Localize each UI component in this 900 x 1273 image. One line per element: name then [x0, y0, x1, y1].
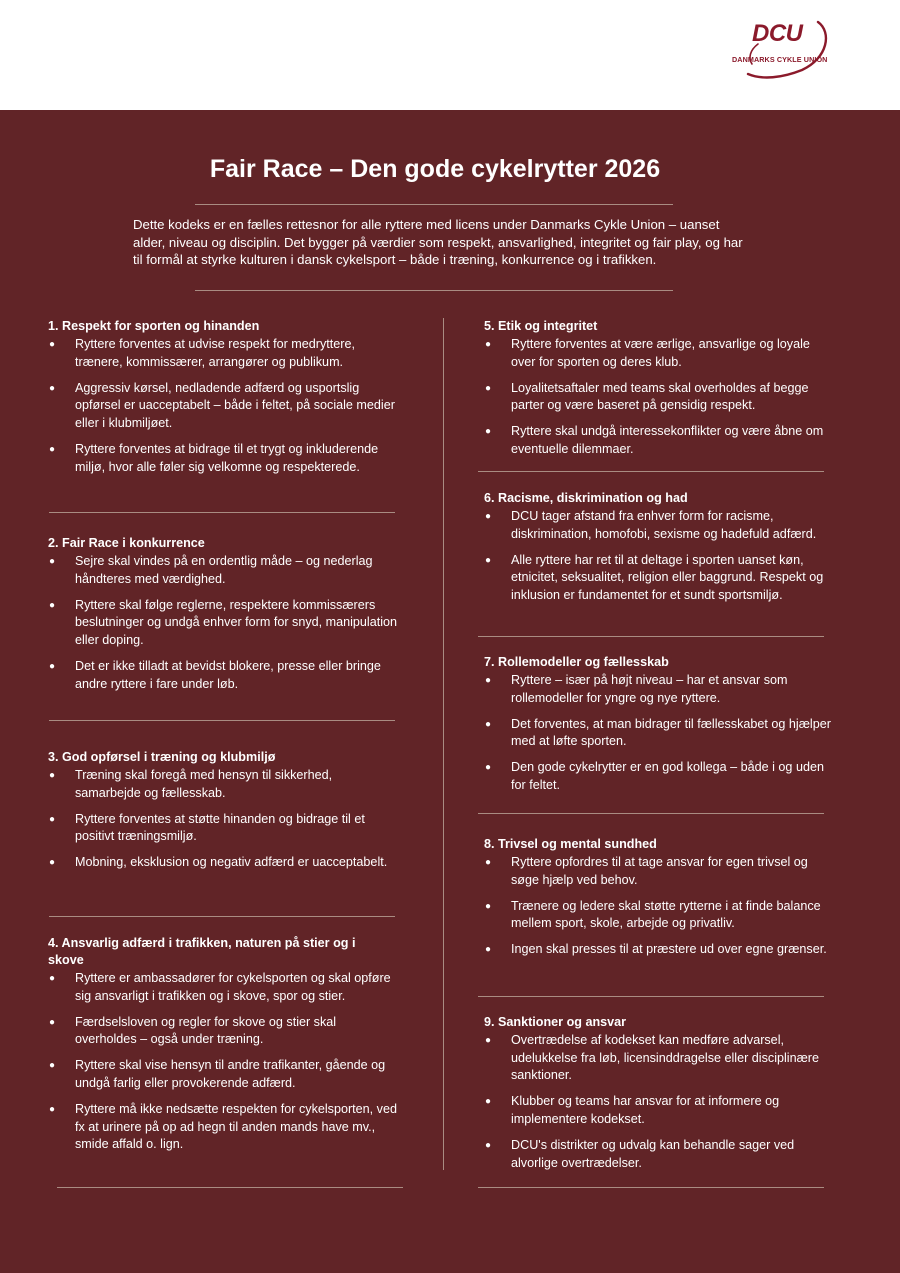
- list-item: ● Ryttere skal vise hensyn til andre trafikanter, gående og undgå farlig eller provokerende adfærd.: [49, 1058, 386, 1090]
- section-3: [48, 749, 398, 880]
- section-5: [484, 318, 834, 467]
- bullet-icon: ●: [49, 443, 56, 455]
- bullet-icon: ●: [49, 382, 56, 394]
- section-heading: 8. Trivsel og mental sundhed: [484, 837, 657, 851]
- list-item: ● Ryttere opfordres til at tage ansvar for egen trivsel og søge hjælp ved behov.: [485, 855, 808, 887]
- section-divider: [49, 720, 395, 721]
- section-8: [484, 836, 834, 967]
- bullet-icon: ●: [485, 900, 492, 912]
- bullet-icon: ●: [485, 426, 492, 438]
- bullet-icon: ●: [49, 1104, 56, 1116]
- list-item: ● Ryttere forventes at støtte hinanden og bidrage til et positivt træningsmiljø.: [49, 811, 365, 844]
- logo-subtitle: DANMARKS CYKLE UNION: [732, 55, 828, 64]
- bullet-icon: ●: [49, 556, 56, 567]
- section-heading: 5. Etik og integritet: [484, 319, 598, 333]
- section-heading: 6. Racisme, diskrimination og had: [484, 491, 688, 505]
- list-item: ● Ryttere forventes at være ærlige, ansvarlige og loyale over for sporten og deres klub.: [485, 337, 810, 369]
- list-item: ● Aggressiv kørsel, nedladende adfærd og usportslig opførsel er uacceptabelt – både i feltet, på sociale medier eller i klubmiljøet.: [49, 380, 395, 430]
- section-divider: [478, 996, 824, 997]
- bullet-icon: ●: [485, 511, 492, 522]
- dcu-logo: [722, 14, 840, 84]
- section-divider: [478, 471, 824, 472]
- bullet-icon: ●: [49, 339, 56, 350]
- section-heading: 1. Respekt for sporten og hinanden: [48, 319, 260, 333]
- bullet-icon: ●: [49, 1060, 56, 1072]
- list-item: ● Færdselsloven og regler for skove og stier skal overholdes – også under træning.: [49, 1014, 337, 1047]
- section-6: [484, 490, 834, 613]
- list-item: ● Sejre skal vindes på en ordentlig måde – og nederlag håndteres med værdighed.: [49, 554, 373, 586]
- list-item: ● Ryttere forventes at udvise respekt for medryttere, trænere, kommissærer, arrangører og publikum.: [49, 337, 355, 369]
- bullet-icon: ●: [485, 1096, 492, 1108]
- section-heading: 3. God opførsel i træning og klubmiljø: [48, 750, 276, 764]
- section-4: [48, 935, 398, 1162]
- section-heading: 9. Sanktioner og ansvar: [484, 1015, 627, 1029]
- bullet-icon: ●: [49, 599, 56, 611]
- bullet-icon: ●: [485, 339, 492, 350]
- section-heading: 4. Ansvarlig adfærd i trafikken, naturen på stier og i skove: [48, 936, 356, 967]
- intro-text: Dette kodeks er en fælles rettesnor for alle ryttere med licens under Danmarks Cykle Union – uanset alder, niveau og disciplin. Det bygger på værdier som respekt, ansvarlighed, integritet og fair play, og har til formål at styrke kulturen i dansk cykelsport – både i træning, konkurrence og i trafikken.: [133, 217, 743, 267]
- section-divider: [49, 512, 395, 513]
- section-divider: [57, 1187, 403, 1188]
- bullet-icon: ●: [485, 382, 492, 394]
- bullet-icon: ●: [49, 813, 56, 825]
- bullet-icon: ●: [485, 944, 492, 956]
- list-item: ● Ryttere skal undgå interessekonflikter og være åbne om eventuelle dilemmaer.: [485, 424, 824, 456]
- list-item: ● Træning skal foregå med hensyn til sikkerhed, samarbejde og fællesskab.: [49, 768, 333, 800]
- section-divider: [478, 1187, 824, 1188]
- intro-divider: [195, 290, 673, 291]
- bullet-icon: ●: [485, 762, 492, 774]
- bullet-icon: ●: [49, 660, 56, 672]
- section-divider: [49, 916, 395, 917]
- section-heading: 2. Fair Race i konkurrence: [48, 536, 205, 550]
- list-item: ● Ryttere er ambassadører for cykelsporten og skal opføre sig ansvarligt i trafikken og i skove, spor og stier.: [49, 971, 391, 1003]
- list-item: ● Det er ikke tilladt at bevidst blokere, presse eller bringe andre ryttere i fare under løb.: [49, 658, 381, 691]
- section-divider: [478, 636, 824, 637]
- list-item: ● DCU's distrikter og udvalg kan behandle sager ved alvorlige overtrædelser.: [485, 1137, 795, 1170]
- list-item: ● Ryttere forventes at bidrage til et trygt og inkluderende miljø, hvor alle føler sig velkomne og respekterede.: [49, 441, 379, 474]
- list-item: ● Det forventes, at man bidrager til fællesskabet og hjælper med at løfte sporten.: [485, 716, 831, 749]
- bullet-icon: ●: [485, 857, 492, 868]
- title-divider: [195, 204, 673, 205]
- bullet-icon: ●: [49, 857, 56, 869]
- bullet-icon: ●: [485, 718, 492, 730]
- list-item: ● Ryttere må ikke nedsætte respekten for cykelsporten, ved fx at urinere på op ad hegn til anden mands have mv., smide affald o. lign.: [49, 1102, 397, 1152]
- list-item: ● Alle ryttere har ret til at deltage i sporten uanset køn, etnicitet, seksualitet, religion eller baggrund. Respekt og inklusion er fundamentet for et sundt sportsmiljø.: [485, 552, 824, 602]
- bullet-icon: ●: [485, 1139, 492, 1151]
- section-9: [484, 1014, 834, 1181]
- list-item: ● Trænere og ledere skal støtte rytterne i at finde balance mellem sport, skole, arbejde og privatliv.: [485, 898, 821, 931]
- list-item: ● Ryttere skal følge reglerne, respektere kommissærers beslutninger og undgå enhver form for snyd, manipulation eller doping.: [49, 597, 398, 647]
- section-divider: [478, 813, 824, 814]
- list-item: ● DCU tager afstand fra enhver form for racisme, diskrimination, homofobi, sexisme og hadefuld adfærd.: [485, 509, 817, 541]
- page-title: Fair Race – Den gode cykelrytter 2026: [209, 155, 661, 183]
- list-item: ● Overtrædelse af kodekset kan medføre advarsel, udelukkelse fra løb, licensinddragelse eller disciplinære sanktioner.: [485, 1033, 819, 1083]
- column-divider: [443, 318, 444, 1170]
- bullet-icon: ●: [49, 1016, 56, 1028]
- bullet-icon: ●: [49, 973, 56, 984]
- list-item: ● Loyalitetsaftaler med teams skal overholdes af begge parter og være baseret på gensidig respekt.: [485, 380, 809, 413]
- logo-mark: DCU: [752, 20, 803, 47]
- page-header: [0, 0, 900, 110]
- bullet-icon: ●: [485, 1035, 492, 1046]
- list-item: ● Ryttere – især på højt niveau – har et ansvar som rollemodeller for yngre og nye ryttere.: [485, 673, 788, 705]
- list-item: ● Ingen skal presses til at præstere ud over egne grænser.: [484, 941, 834, 959]
- bullet-icon: ●: [485, 675, 492, 686]
- list-item: ● Mobning, eksklusion og negativ adfærd er uacceptabelt.: [48, 854, 398, 872]
- section-heading: 7. Rollemodeller og fællesskab: [484, 655, 669, 669]
- section-2: [48, 535, 398, 702]
- list-item: ● Den gode cykelrytter er en god kollega – både i og uden for feltet.: [485, 760, 824, 792]
- list-item: ● Klubber og teams har ansvar for at informere og implementere kodekset.: [485, 1094, 780, 1126]
- bullet-icon: ●: [49, 770, 56, 781]
- bullet-icon: ●: [485, 554, 492, 566]
- section-1: [48, 318, 398, 485]
- section-7: [484, 654, 834, 803]
